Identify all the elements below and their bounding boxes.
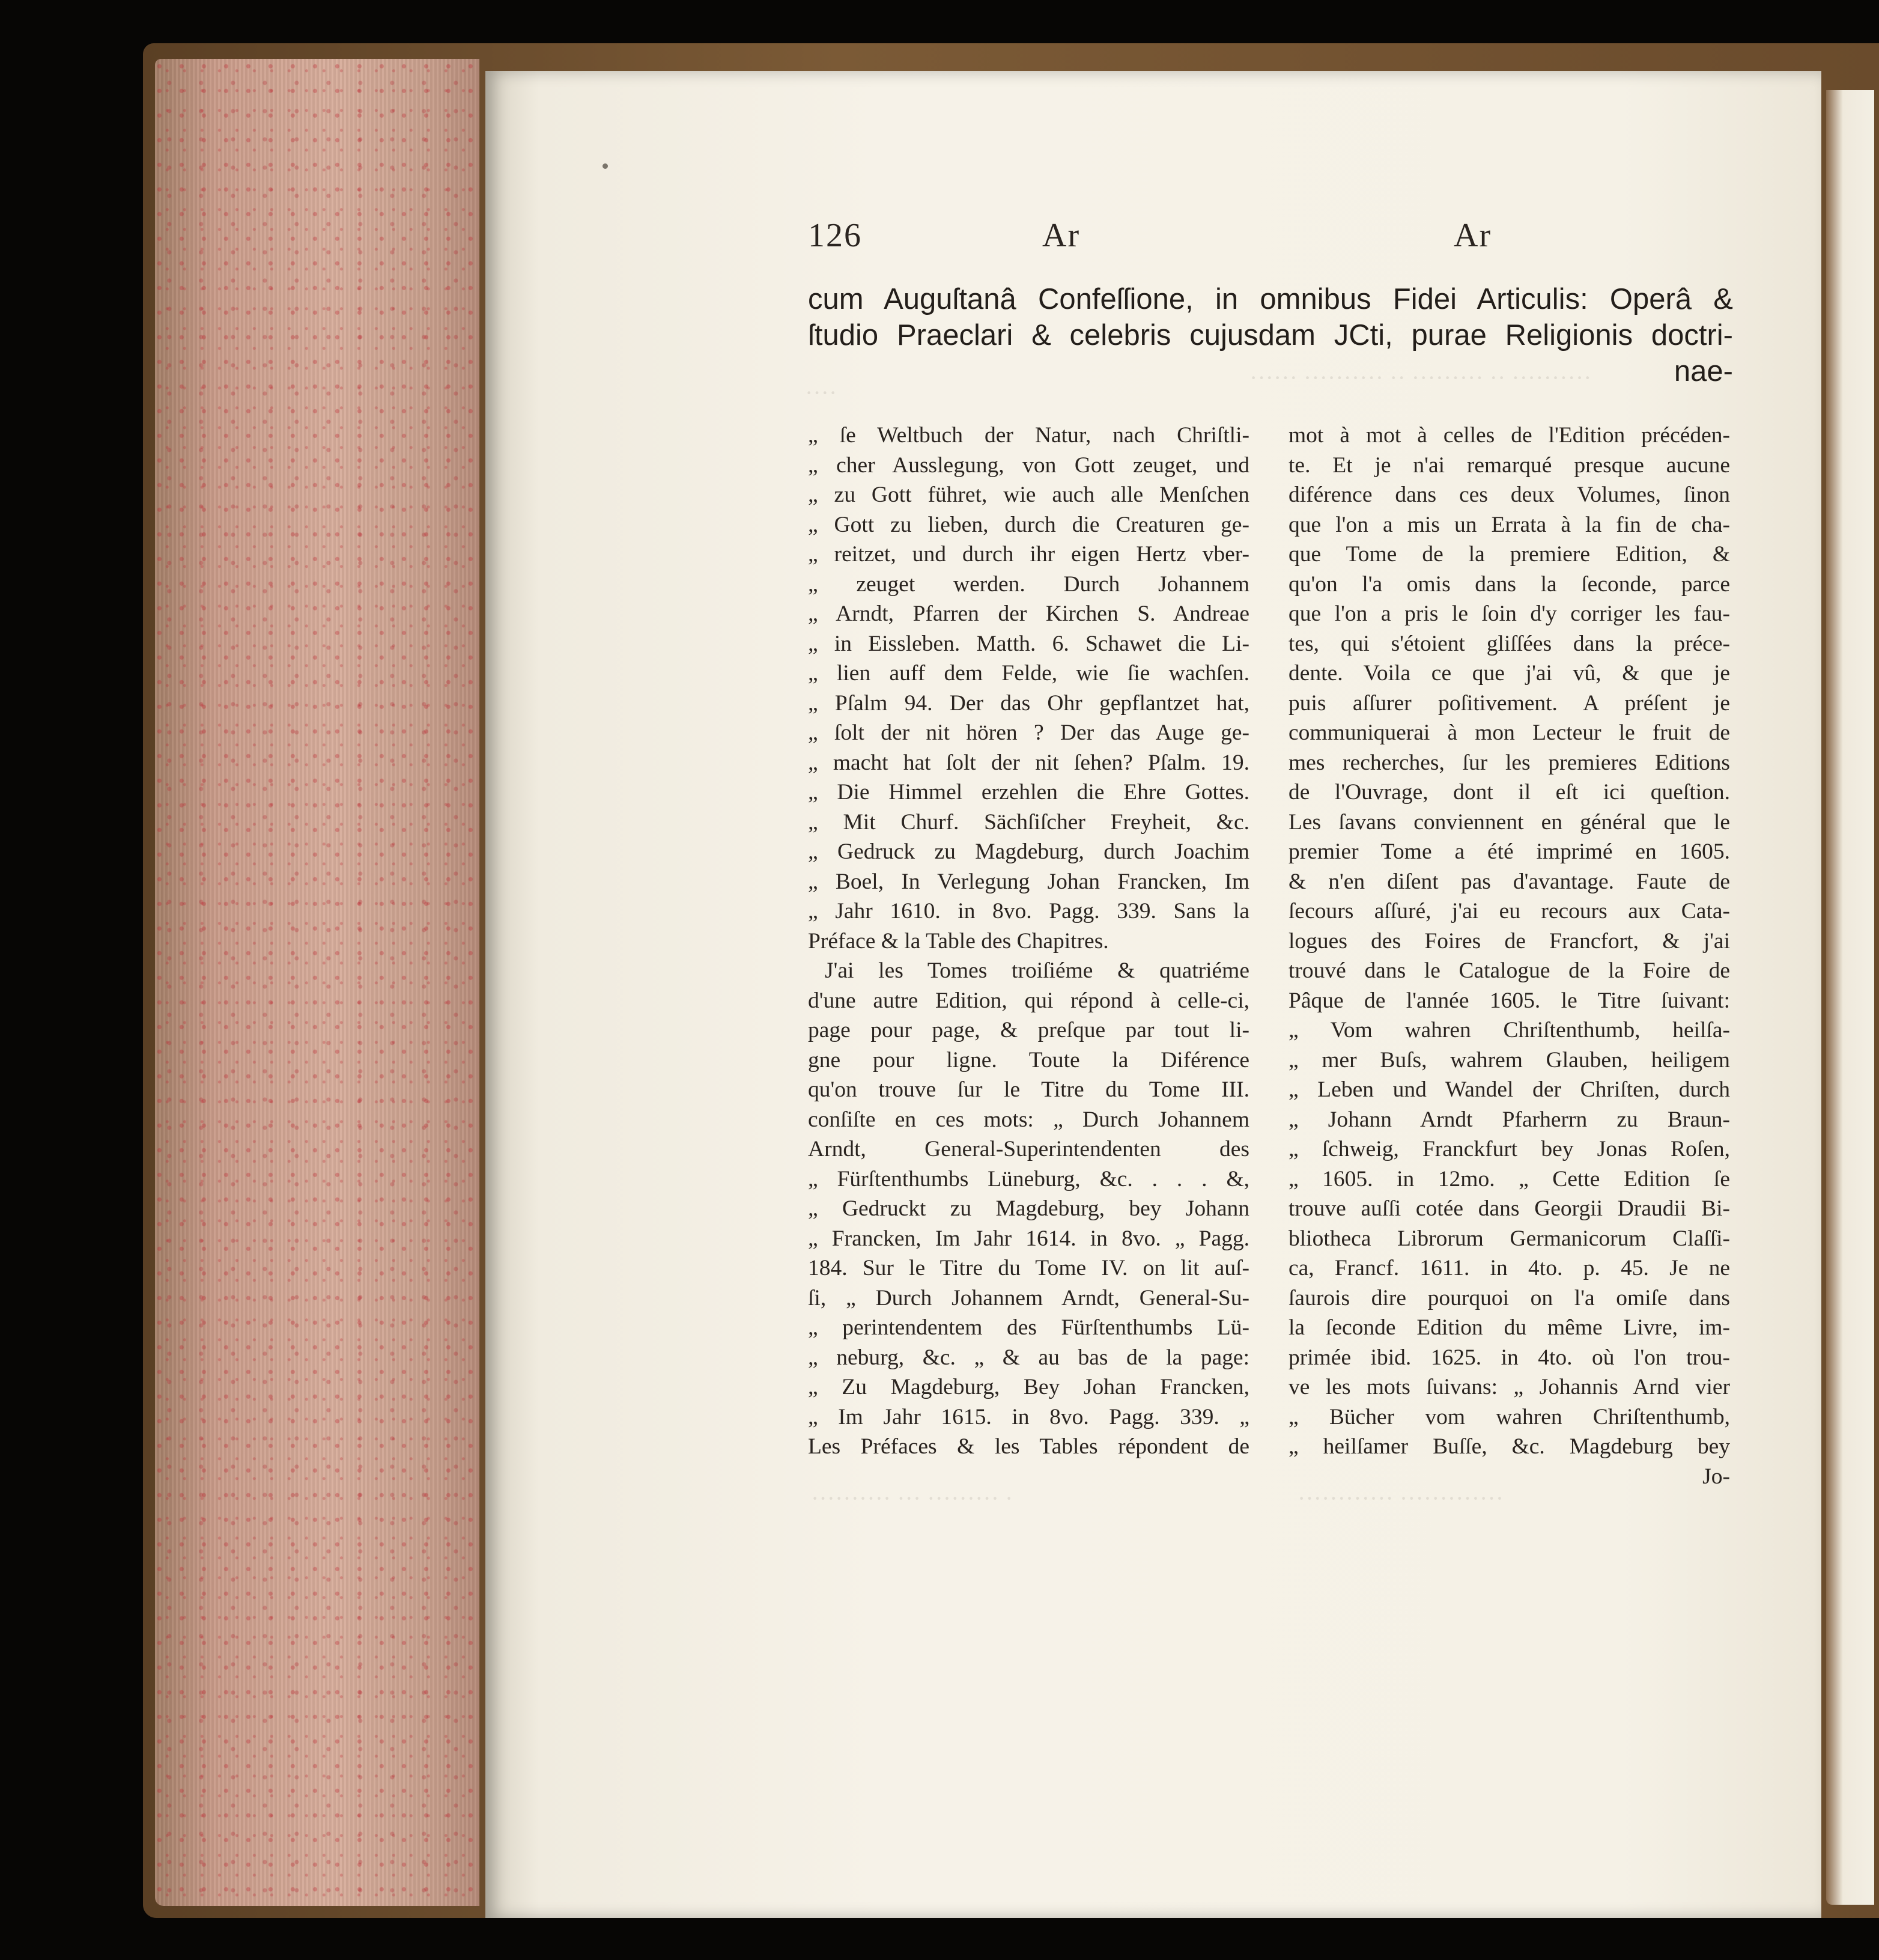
text-line: „ Vom wahren Chriſtenthumb, heilſa- xyxy=(1289,1018,1730,1042)
text-line: „ Boel, In Verlegung Johan Francken, Im xyxy=(808,869,1249,894)
ink-spot xyxy=(603,163,608,169)
running-headword-left: Ar xyxy=(1042,217,1081,254)
title-line: nae- xyxy=(1674,355,1733,388)
text-line: ſi, „ Durch Johannem Arndt, General-Su- xyxy=(808,1285,1249,1310)
text-line: primée ibid. 1625. in 4to. où l'on trou- xyxy=(1289,1345,1730,1370)
show-through-text: ······ ·········· ·· ········· ·· ·········· xyxy=(1249,364,1592,391)
text-line: Pâque de l'année 1605. le Titre ſuivant: xyxy=(1289,988,1730,1013)
text-line: que Tome de la premiere Edition, & xyxy=(1289,542,1730,567)
text-line: „ Arndt, Pfarren der Kirchen S. Andreae xyxy=(808,601,1249,626)
text-line: ſecours aſſuré, j'ai eu recours aux Cata- xyxy=(1289,899,1730,924)
sprinkled-edge-pattern xyxy=(155,59,479,1906)
text-line: „ Mit Churf. Sächſiſcher Freyheit, &c. xyxy=(808,809,1249,835)
text-line: Préface & la Table des Chapitres. xyxy=(808,928,1109,954)
text-line: la ſeconde Edition du même Livre, im- xyxy=(1289,1315,1730,1340)
text-line: ve les mots ſuivans: „ Johannis Arnd vier xyxy=(1289,1375,1730,1399)
text-line: „ in Eissleben. Matth. 6. Schawet die Li- xyxy=(808,631,1249,656)
text-line: „ Zu Magdeburg, Bey Johan Francken, xyxy=(808,1375,1249,1399)
text-line: d'une autre Edition, qui répond à celle-ci, xyxy=(808,988,1249,1013)
text-line: Les ſavans conviennent en général que le xyxy=(1289,809,1730,835)
text-line: mes recherches, ſur les premieres Editions xyxy=(1289,750,1730,775)
running-headword-right: Ar xyxy=(1454,217,1492,254)
text-line: „ Jahr 1610. in 8vo. Pagg. 339. Sans la xyxy=(808,899,1249,924)
text-line: qu'on trouve ſur le Titre du Tome III. xyxy=(808,1077,1249,1102)
text-line: premier Tome a été imprimé en 1605. xyxy=(1289,839,1730,864)
text-line: de l'Ouvrage, dont il eſt ici queſtion. xyxy=(1289,780,1730,805)
text-line: „ 1605. in 12mo. „ Cette Edition ſe xyxy=(1289,1166,1730,1192)
text-line: que l'on a pris le ſoin d'y corriger les fau- xyxy=(1289,601,1730,626)
title-line: ſtudio Praeclari & celebris cujusdam JCti, purae Religionis doctri- xyxy=(808,319,1733,352)
text-line: „ perintendentem des Fürſtenthumbs Lü- xyxy=(808,1315,1249,1340)
text-line: „ macht hat ſolt der nit ſehen? Pſalm. 19. xyxy=(808,750,1249,775)
text-line: „ heilſamer Buſſe, &c. Magdeburg bey xyxy=(1289,1434,1730,1459)
text-line: „ ſchweig, Franckfurt bey Jonas Roſen, xyxy=(1289,1137,1730,1161)
text-line: gne pour ligne. Toute la Diférence xyxy=(808,1047,1249,1073)
text-line: „ zu Gott führet, wie auch alle Menſchen xyxy=(808,482,1249,507)
page-number: 126 xyxy=(808,217,862,254)
page-edges xyxy=(155,59,479,1906)
text-line: logues des Foires de Francfort, & j'ai xyxy=(1289,928,1730,954)
text-line: qu'on l'a omis dans la ſeconde, parce xyxy=(1289,571,1730,597)
left-column xyxy=(808,421,1249,1462)
text-line: „ zeuget werden. Durch Johannem xyxy=(808,571,1249,597)
text-line: page pour page, & preſque par tout li- xyxy=(808,1018,1249,1042)
text-line: „ Francken, Im Jahr 1614. in 8vo. „ Pagg. xyxy=(808,1226,1249,1251)
text-line: „ Leben und Wandel der Chriſten, durch xyxy=(1289,1077,1730,1102)
title-line: cum Auguſtanâ Confeſſione, in omnibus Fidei Articulis: Operâ & xyxy=(808,283,1733,315)
text-line: Arndt, General-Superintendenten des xyxy=(808,1137,1249,1161)
text-line: trouve auſſi cotée dans Georgii Draudii Bi- xyxy=(1289,1196,1730,1221)
text-line: „ reitzet, und durch ihr eigen Hertz vber- xyxy=(808,542,1249,567)
text-line: „ Bücher vom wahren Chriſtenthumb, xyxy=(1289,1404,1730,1429)
show-through-text: ············ ············· xyxy=(1298,1485,1504,1512)
text-line: bliotheca Librorum Germanicorum Claſſi- xyxy=(1289,1226,1730,1251)
text-line: „ neburg, &c. „ & au bas de la page: xyxy=(808,1345,1249,1370)
text-line: puis aſſurer poſitivement. A préſent je xyxy=(1289,690,1730,716)
text-line: 184. Sur le Titre du Tome IV. on lit auſ- xyxy=(808,1256,1249,1280)
text-line: „ Pſalm 94. Der das Ohr gepflantzet hat, xyxy=(808,690,1249,716)
show-through-text: ·········· ··· ········· · xyxy=(811,1485,1013,1512)
text-line: „ lien auff dem Felde, wie ſie wachſen. xyxy=(808,661,1249,686)
text-line: dente. Voila ce que j'ai vû, & que je xyxy=(1289,661,1730,686)
title-continuation xyxy=(808,281,1733,389)
text-line: „ ſolt der nit hören ? Der das Auge ge- xyxy=(808,720,1249,745)
text-line: „ Gott zu lieben, durch die Creaturen ge- xyxy=(808,512,1249,537)
text-line: mot à mot à celles de l'Edition précéden- xyxy=(1289,423,1730,448)
catchword: Jo- xyxy=(1702,1464,1730,1489)
text-line: „ Fürſtenthumbs Lüneburg, &c. . . . &, xyxy=(808,1166,1249,1192)
text-line: ca, Francf. 1611. in 4to. p. 45. Je ne xyxy=(1289,1256,1730,1280)
text-line: conſiſte en ces mots: „ Durch Johannem xyxy=(808,1107,1249,1132)
text-line: te. Et je n'ai remarqué presque aucune xyxy=(1289,452,1730,478)
text-line: „ ſe Weltbuch der Natur, nach Chriſtli- xyxy=(808,423,1249,448)
text-line: Les Préfaces & les Tables répondent de xyxy=(808,1434,1249,1459)
text-line: communiquerai à mon Lecteur le fruit de xyxy=(1289,720,1730,745)
text-line: „ cher Ausslegung, von Gott zeuget, und xyxy=(808,452,1249,478)
text-line: & n'en diſent pas d'avantage. Faute de xyxy=(1289,869,1730,894)
right-column xyxy=(1289,421,1730,1491)
text-line: tes, qui s'étoient gliſſées dans la préce- xyxy=(1289,631,1730,656)
text-line: J'ai les Tomes troiſiéme & quatriéme xyxy=(825,958,1249,983)
text-line: „ Die Himmel erzehlen die Ehre Gottes. xyxy=(808,780,1249,805)
text-line: ſaurois dire pourquoi on l'a omiſe dans xyxy=(1289,1285,1730,1310)
text-line: diférence dans ces deux Volumes, ſinon xyxy=(1289,482,1730,507)
text-line: „ Gedruck zu Magdeburg, durch Joachim xyxy=(808,839,1249,864)
text-line: „ Johann Arndt Pfarherrn zu Braun- xyxy=(1289,1107,1730,1132)
facing-page-edge xyxy=(1826,90,1874,1905)
text-line: que l'on a mis un Errata à la fin de cha- xyxy=(1289,512,1730,537)
text-line: „ mer Buſs, wahrem Glauben, heiligem xyxy=(1289,1047,1730,1073)
text-line: „ Gedruckt zu Magdeburg, bey Johann xyxy=(808,1196,1249,1221)
show-through-text: ···· xyxy=(805,379,837,406)
text-line: „ Im Jahr 1615. in 8vo. Pagg. 339. „ xyxy=(808,1404,1249,1429)
text-line: trouvé dans le Catalogue de la Foire de xyxy=(1289,958,1730,983)
